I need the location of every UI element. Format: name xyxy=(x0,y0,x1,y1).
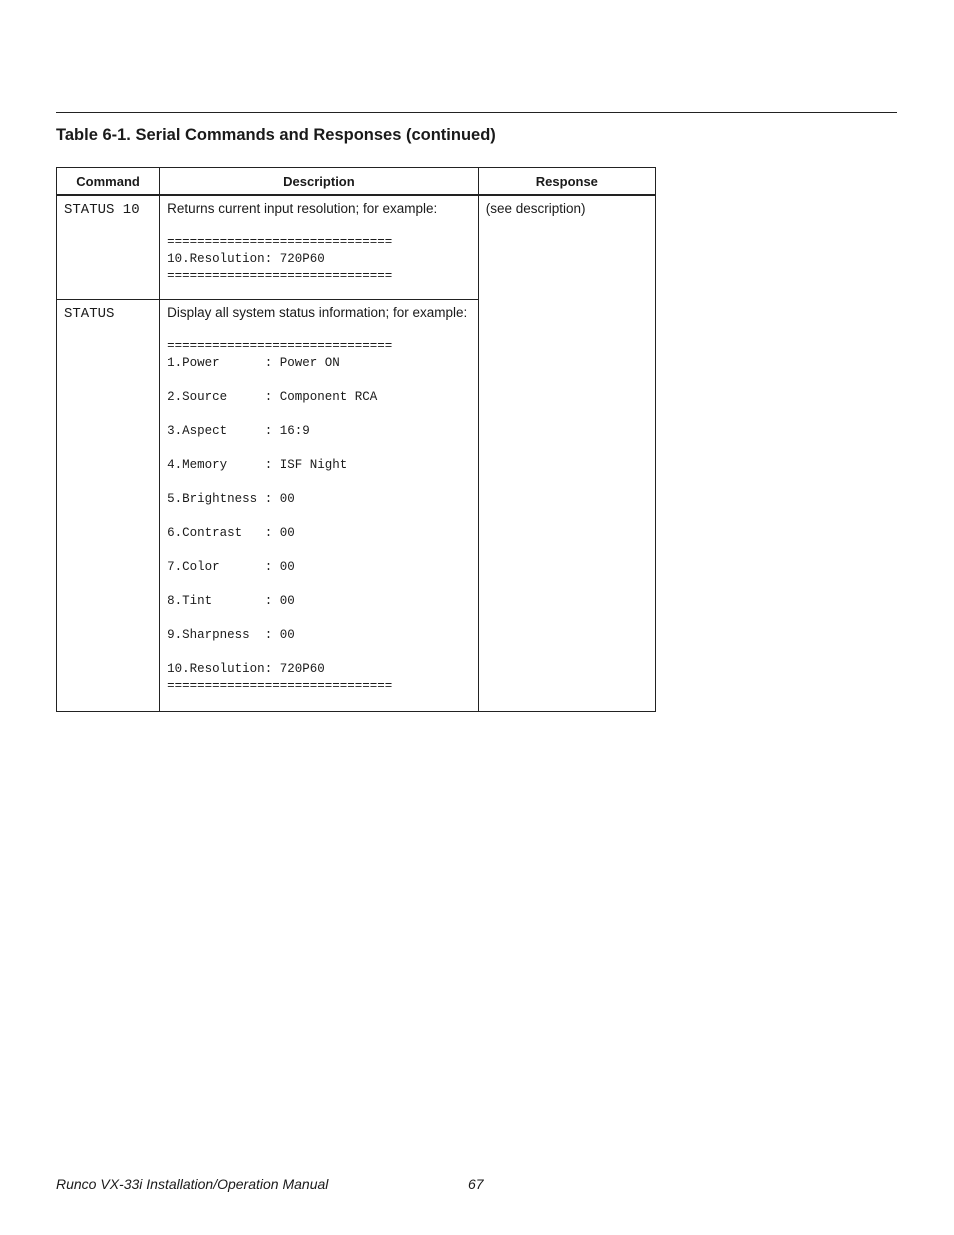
example-line xyxy=(167,217,478,234)
response-cell: (see description) xyxy=(478,195,655,712)
example-line xyxy=(167,406,478,423)
example-line xyxy=(167,321,478,338)
example-line xyxy=(167,508,478,525)
example-line: 7.Color : 00 xyxy=(167,560,295,574)
example-line: 4.Memory : ISF Night xyxy=(167,458,348,472)
footer-manual-title: Runco VX-33i Installation/Operation Manual xyxy=(56,1176,329,1192)
example-line: ============================== xyxy=(167,269,393,283)
example-line xyxy=(167,576,478,593)
command-cell: STATUS xyxy=(57,300,160,712)
example-line xyxy=(167,644,478,661)
example-line: 10.Resolution: 720P60 xyxy=(167,662,325,676)
example-line: 1.Power : Power ON xyxy=(167,356,340,370)
example-line: 2.Source : Component RCA xyxy=(167,390,378,404)
description-cell xyxy=(160,300,479,712)
serial-commands-table xyxy=(56,167,656,712)
example-output xyxy=(167,217,478,285)
example-line: 3.Aspect : 16:9 xyxy=(167,424,310,438)
table-row xyxy=(57,195,656,300)
header-command: Command xyxy=(57,168,160,196)
example-line: ============================== xyxy=(167,679,393,693)
table-header-row xyxy=(57,168,656,196)
example-line xyxy=(167,440,478,457)
header-description: Description xyxy=(160,168,479,196)
example-line: ============================== xyxy=(167,339,393,353)
example-line xyxy=(167,474,478,491)
example-line: 9.Sharpness : 00 xyxy=(167,628,295,642)
example-line: 5.Brightness : 00 xyxy=(167,492,295,506)
description-text: Display all system status information; for example: xyxy=(167,305,468,320)
example-line: 8.Tint : 00 xyxy=(167,594,295,608)
header-response: Response xyxy=(478,168,655,196)
example-line: 6.Contrast : 00 xyxy=(167,526,295,540)
description-cell xyxy=(160,195,479,300)
example-line xyxy=(167,542,478,559)
example-line: ============================== xyxy=(167,235,393,249)
command-cell: STATUS 10 xyxy=(57,195,160,300)
description-text: Returns current input resolution; for example: xyxy=(167,201,438,216)
example-line xyxy=(167,610,478,627)
example-line: 10.Resolution: 720P60 xyxy=(167,252,325,266)
top-rule xyxy=(56,112,897,113)
table-title: Table 6-1. Serial Commands and Responses (continued) xyxy=(56,126,496,144)
example-line xyxy=(167,372,478,389)
page-number: 67 xyxy=(468,1176,484,1192)
example-output xyxy=(167,321,478,695)
